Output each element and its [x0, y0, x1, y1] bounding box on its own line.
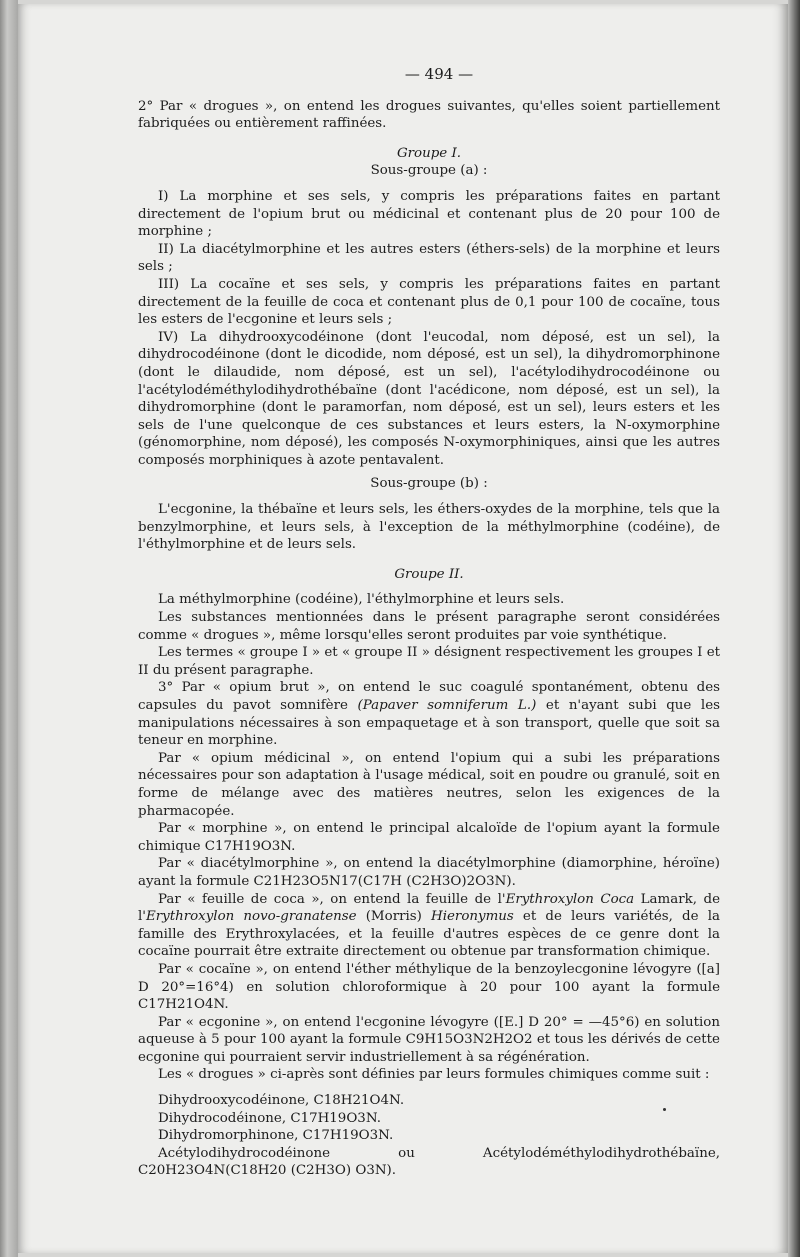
opium-medicinal-paragraph: Par « opium médicinal », on entend l'opium qui a subi les préparations nécessaires pour son adaptation à l'usage médical, soit en poudre ou granulé, soit en forme de mélange avec des matières neutres, selon les exigences de la pharmacopée. — [138, 750, 720, 819]
sous-groupe-b-text: L'ecgonine, la thébaïne et leurs sels, les éthers-oxydes de la morphine, tels que la benzylmorphine, et leurs sels, à l'exception de la méthylmorphine (codéine), de l'éthylmorphine et de leurs sels. — [138, 502, 720, 553]
sous-groupe-a-title: Sous-groupe (a) : — [370, 163, 488, 179]
feuille-coca-paragraph — [138, 891, 720, 961]
coca-text-1: Par « feuille de coca », on entend la feuille de l' — [158, 891, 506, 907]
formula-line-3: Dihydromorphinone, C17H19O3N. — [158, 1128, 394, 1144]
opium-brut-text-2: et n'ayant subi que les manipulations nécessaires à son empaquetage et à son transport, quelle que soit sa teneur en morphine. — [138, 698, 720, 749]
groupe-1-item-2: II) La diacétylmorphine et les autres esters (éthers-sels) de la morphine et leurs sels ; — [138, 241, 720, 275]
opium-brut-paragraph — [138, 679, 720, 749]
page-content — [138, 66, 720, 1180]
cocaine-paragraph: Par « cocaïne », on entend l'éther méthylique de la benzoylecgonine lévogyre ([a] D 20°=16°4) en solution chloroformique à 20 pour 100 ayant la formule C17H21O4N. — [138, 961, 720, 1013]
opium-brut-latin: (Papaver somniferum L.) — [357, 698, 537, 713]
page-edge-shadow — [788, 0, 800, 1257]
coca-text-3: (Morris) — [356, 909, 432, 925]
morphine-paragraph: Par « morphine », on entend le principal alcaloïde de l'opium ayant la formule chimique C17H19O3N. — [138, 821, 720, 854]
groupe-2-paragraph-2: Les substances mentionnées dans le présent paragraphe seront considérées comme « drogues », même lorsqu'elles seront produites par voie synthétique. — [138, 610, 720, 643]
coca-text-2: Lamark, de l' — [138, 891, 720, 925]
groupe-2-paragraph-1: La méthylmorphine (codéine), l'éthylmorphine et leurs sels. — [158, 592, 565, 608]
groupe-1-item-1: I) La morphine et ses sels, y compris les préparations faites en partant directement de l'opium brut ou médicinal et contenant plus de 20 pour 100 de morphine ; — [138, 188, 720, 240]
formula-line-1: Dihydrooxycodéinone, C18H21O4N. — [158, 1093, 405, 1109]
coca-latin-3: Hieronymus — [431, 909, 514, 925]
groupe-2-paragraph-3: Les termes « groupe I » et « groupe II » désignent respectivement les groupes I et II du présent paragraphe. — [138, 645, 720, 678]
groupe-1-title: Groupe I. — [396, 145, 462, 161]
formula-line-2: Dihydrocodéinone, C17H19O3N. — [158, 1110, 381, 1126]
groupe-2-title: Groupe II. — [394, 566, 464, 582]
drogues-intro-paragraph: Les « drogues » ci-après sont définies par leurs formules chimiques comme suit : — [158, 1067, 710, 1083]
sous-groupe-b-title: Sous-groupe (b) : — [370, 476, 488, 492]
opium-brut-text-1: 3° Par « opium brut », on entend le suc coagulé spontanément, obtenu des capsules du pavot somnifère — [138, 680, 720, 713]
page-number: — 494 — — [404, 65, 474, 83]
intro-paragraph: 2° Par « drogues », on entend les drogues suivantes, qu'elles soient partiellement fabriquées ou entièrement raffinées. — [138, 98, 720, 132]
coca-text-4: et de leurs variétés, de la famille des Erythroxylacées, et la feuille d'autres espèces de ce genre dont la cocaïne pourrait être extraite directement ou obtenue par transformation chimique. — [138, 909, 720, 960]
formula-line-4: Acétylodihydrocodéinone ou Acétylodéméthylodihydrothébaïne, C20H23O4N(C18H20 (C2H3O) O3N). — [138, 1145, 720, 1179]
coca-latin-2: Erythroxylon novo-granatense — [145, 909, 357, 925]
ecgonine-paragraph: Par « ecgonine », on entend l'ecgonine lévogyre ([E.] D 20° = —45°6) en solution aqueuse à 5 pour 100 ayant la formule C9H15O3N2H2O2 et tous les dérivés de cette ecgonine qui pourraient servir industriellement à sa régénération. — [138, 1014, 720, 1065]
book-spine-shadow — [0, 0, 18, 1257]
groupe-1-item-3: III) La cocaïne et ses sels, y compris les préparations faites en partant directement de la feuille de coca et contenant plus de 0,1 pour 100 de cocaïne, tous les esters de l'ecgonine et leurs sels ; — [138, 276, 720, 328]
groupe-1-item-4: IV) La dihydrooxycodéinone (dont l'eucodal, nom déposé, est un sel), la dihydrocodéinone (dont le dicodide, nom déposé, est un sel), la dihydromorphinone (dont le dilaudide, nom déposé, est un sel), l'acétylodihydrocodéinone ou l'acétylodéméthylodihydrothébaïne (dont l'acédicone, nom déposé, est un sel), la dihydromorphine (dont le paramorfan, nom déposé, est un sel), leurs esters et les sels de l'une quelconque de ces substances et leurs esters, la N-oxymorphine (génomorphine, nom déposé), les composés N-oxymorphiniques, ainsi que les autres composés morphiniques à azote pentavalent. — [138, 329, 720, 468]
diacetylmorphine-paragraph: Par « diacétylmorphine », on entend la diacétylmorphine (diamorphine, héroïne) ayant la formule C21H23O5N17(C17H (C2H3O)2O3N). — [138, 856, 720, 889]
coca-latin-1: Erythroxylon Coca — [505, 891, 635, 907]
